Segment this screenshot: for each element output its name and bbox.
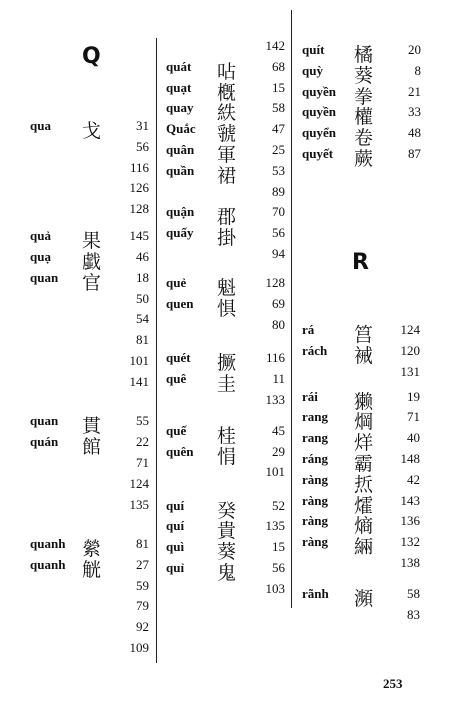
page-reference: 124 xyxy=(129,475,149,491)
nom-character: 撅 xyxy=(217,352,237,374)
page-reference: 148 xyxy=(400,450,420,466)
page-reference: 58 xyxy=(272,100,285,116)
romanized-syllable: quạ xyxy=(30,249,51,265)
page-reference: 31 xyxy=(136,118,149,133)
romanized-syllable: Quắc xyxy=(166,121,196,137)
nom-character: 焵 xyxy=(354,411,374,434)
romanized-syllable: rách xyxy=(302,342,328,358)
page-reference: 92 xyxy=(136,619,149,635)
nom-character: 癸 xyxy=(217,499,237,522)
page-reference: 103 xyxy=(265,580,285,596)
nom-character: 拳 xyxy=(354,85,374,108)
nom-character: 掛 xyxy=(217,227,237,250)
nom-character: 鬼 xyxy=(217,562,237,585)
nom-character: 筥 xyxy=(354,324,374,346)
section-letter-heading: Q xyxy=(82,44,101,69)
page-reference: 135 xyxy=(265,518,285,534)
nom-character: 悁 xyxy=(217,445,237,468)
romanized-syllable: quần xyxy=(166,162,195,178)
page-reference: 46 xyxy=(136,249,149,265)
romanized-syllable: quát xyxy=(166,58,192,74)
column-divider xyxy=(291,10,292,608)
index-entry xyxy=(30,556,149,656)
page-reference: 141 xyxy=(129,373,149,389)
page-reference: 79 xyxy=(136,598,149,614)
romanized-syllable: quanh xyxy=(30,556,66,572)
romanized-syllable: quay xyxy=(166,100,194,116)
page-reference: 143 xyxy=(400,492,420,508)
page-reference: 33 xyxy=(408,104,421,120)
nom-character: 果 xyxy=(82,230,102,253)
page-reference: 145 xyxy=(129,228,149,244)
romanized-syllable: quyển xyxy=(302,125,336,141)
page-reference: 70 xyxy=(272,204,285,220)
page-reference: 29 xyxy=(272,443,285,459)
page-reference: 27 xyxy=(136,556,149,572)
nom-character: 裙 xyxy=(217,164,237,187)
index-entry xyxy=(302,586,420,622)
romanized-syllable: quạt xyxy=(166,79,192,95)
romanized-syllable: quỉ xyxy=(166,560,185,576)
page-reference: 8 xyxy=(414,62,421,78)
nom-character: 葵 xyxy=(354,64,374,87)
page-reference: 71 xyxy=(136,454,149,470)
romanized-syllable: ràng xyxy=(302,534,328,550)
nom-character: 觥 xyxy=(82,558,102,581)
nom-character: 虢 xyxy=(217,123,237,146)
page-reference: 56 xyxy=(272,225,285,241)
romanized-syllable: quít xyxy=(302,42,325,57)
romanized-syllable: rang xyxy=(302,430,328,446)
nom-character: 霸 xyxy=(354,452,374,475)
romanized-syllable: ràng xyxy=(302,492,328,508)
nom-character: 橘 xyxy=(354,44,374,66)
page-reference: 22 xyxy=(136,434,149,450)
index-entry xyxy=(302,146,421,168)
romanized-syllable: quyết xyxy=(302,146,334,161)
page-reference: 81 xyxy=(136,536,149,552)
romanized-syllable: quanh xyxy=(30,536,66,552)
page-reference: 138 xyxy=(400,554,420,570)
nom-character: 權 xyxy=(354,106,374,129)
page-reference: 52 xyxy=(272,497,285,513)
nom-character: 軍 xyxy=(217,144,237,166)
index-entry xyxy=(302,534,420,570)
index-entry xyxy=(166,370,285,407)
page-reference: 15 xyxy=(272,79,285,95)
romanized-syllable: rãnh xyxy=(302,586,329,602)
nom-character: 貫 xyxy=(82,415,102,438)
index-entry xyxy=(166,162,285,199)
page-reference: 142 xyxy=(265,38,285,53)
romanized-syllable: quên xyxy=(166,443,194,459)
page-reference: 101 xyxy=(265,464,285,480)
nom-character: 緉 xyxy=(354,536,374,559)
index-entry xyxy=(302,342,420,379)
romanized-syllable: quán xyxy=(30,434,59,450)
romanized-syllable: rang xyxy=(302,409,328,425)
nom-character: 獭 xyxy=(354,390,374,413)
romanized-syllable: quan xyxy=(30,413,59,429)
page-reference: 53 xyxy=(272,162,285,178)
nom-character: 裓 xyxy=(354,344,374,367)
nom-character: 桂 xyxy=(217,424,237,447)
page-reference: 69 xyxy=(272,295,285,311)
romanized-syllable: ràng xyxy=(302,471,328,487)
page-reference: 101 xyxy=(129,353,149,369)
nom-character: 槪 xyxy=(217,81,237,104)
page-reference: 94 xyxy=(272,245,285,261)
romanized-syllable: quả xyxy=(30,228,51,244)
page-reference: 68 xyxy=(272,58,285,74)
page-reference: 128 xyxy=(265,275,285,291)
section-letter-heading: R xyxy=(352,250,369,275)
index-entry xyxy=(166,443,285,480)
nom-character: 圭 xyxy=(217,372,237,395)
page-reference: 50 xyxy=(136,290,149,306)
romanized-syllable: qua xyxy=(30,118,51,133)
page-reference: 42 xyxy=(407,471,420,487)
nom-character: 㸌 xyxy=(354,494,374,517)
nom-character: 貴 xyxy=(217,520,237,543)
index-entry xyxy=(166,560,285,596)
nom-character: 紩 xyxy=(217,102,237,125)
romanized-syllable: quẻ xyxy=(166,275,187,291)
romanized-syllable: ráng xyxy=(302,450,328,466)
romanized-syllable: quân xyxy=(166,142,195,157)
page-reference: 131 xyxy=(400,363,420,379)
page-reference: 120 xyxy=(400,342,420,358)
nom-character: 焎 xyxy=(354,473,374,496)
page-reference: 47 xyxy=(272,121,285,137)
page-number: 253 xyxy=(383,676,403,691)
page-reference: 20 xyxy=(408,42,421,57)
page-reference: 128 xyxy=(129,201,149,217)
page-reference: 15 xyxy=(272,539,285,555)
page-reference: 48 xyxy=(408,125,421,141)
romanized-syllable: quấy xyxy=(166,225,194,241)
index-entry xyxy=(166,225,285,261)
page-reference: 83 xyxy=(407,606,420,622)
page-reference: 89 xyxy=(272,183,285,199)
index-entry xyxy=(30,118,149,217)
page-reference: 19 xyxy=(407,388,420,404)
column-divider xyxy=(156,38,157,663)
nom-character: 葵 xyxy=(217,541,237,564)
index-entry xyxy=(30,269,149,389)
page-reference: 81 xyxy=(136,332,149,348)
page-reference: 80 xyxy=(272,316,285,332)
page-reference: 132 xyxy=(400,534,420,550)
page-reference: 21 xyxy=(408,83,421,99)
page-reference: 87 xyxy=(408,146,421,161)
romanized-syllable: quỳ xyxy=(302,62,323,78)
romanized-syllable: quan xyxy=(30,269,59,285)
romanized-syllable: quyền xyxy=(302,104,336,120)
romanized-syllable: quế xyxy=(166,422,187,438)
page-reference: 40 xyxy=(407,430,420,446)
index-entry xyxy=(30,434,149,512)
index-entry xyxy=(166,295,285,332)
romanized-syllable: quận xyxy=(166,204,195,220)
romanized-syllable: quen xyxy=(166,295,194,311)
page-reference: 133 xyxy=(265,391,285,407)
nom-character: 官 xyxy=(82,271,102,294)
page-reference: 56 xyxy=(136,138,149,154)
page-reference: 54 xyxy=(136,311,149,327)
page-reference: 71 xyxy=(407,409,420,425)
page-reference: 116 xyxy=(265,350,285,365)
page-reference: 18 xyxy=(136,269,149,285)
nom-character: 惧 xyxy=(217,297,237,320)
page-reference: 116 xyxy=(129,159,149,175)
romanized-syllable: quì xyxy=(166,539,185,555)
romanized-syllable: ràng xyxy=(302,513,328,529)
page-reference: 136 xyxy=(400,513,420,529)
page-reference: 135 xyxy=(129,496,149,512)
nom-character: 蕨 xyxy=(354,148,374,170)
romanized-syllable: quí xyxy=(166,497,185,513)
romanized-syllable: quyền xyxy=(302,83,336,99)
nom-character: 郡 xyxy=(217,206,237,229)
nom-character: 魁 xyxy=(217,277,237,300)
page-reference: 25 xyxy=(272,142,285,157)
page-reference: 58 xyxy=(407,586,420,602)
nom-character: 熵 xyxy=(354,515,374,538)
nom-character: 縈 xyxy=(82,538,102,561)
nom-character: 戱 xyxy=(82,251,102,274)
nom-character: 烊 xyxy=(354,432,374,455)
nom-character: 卷 xyxy=(354,127,374,150)
nom-character: 瀕 xyxy=(354,588,374,611)
page-reference: 124 xyxy=(400,322,420,337)
page-reference: 11 xyxy=(272,370,285,386)
nom-character: 戈 xyxy=(82,120,102,142)
page-reference: 56 xyxy=(272,560,285,576)
nom-character: 館 xyxy=(82,436,102,459)
page-reference: 55 xyxy=(136,413,149,429)
page-reference: 59 xyxy=(136,577,149,593)
page-reference: 126 xyxy=(129,180,149,196)
page-reference: 109 xyxy=(129,640,149,656)
romanized-syllable: rái xyxy=(302,388,318,404)
romanized-syllable: rá xyxy=(302,322,315,337)
romanized-syllable: quí xyxy=(166,518,185,534)
page-reference: 45 xyxy=(272,422,285,438)
romanized-syllable: quét xyxy=(166,350,191,365)
romanized-syllable: quê xyxy=(166,370,187,386)
nom-character: 呫 xyxy=(217,60,237,83)
